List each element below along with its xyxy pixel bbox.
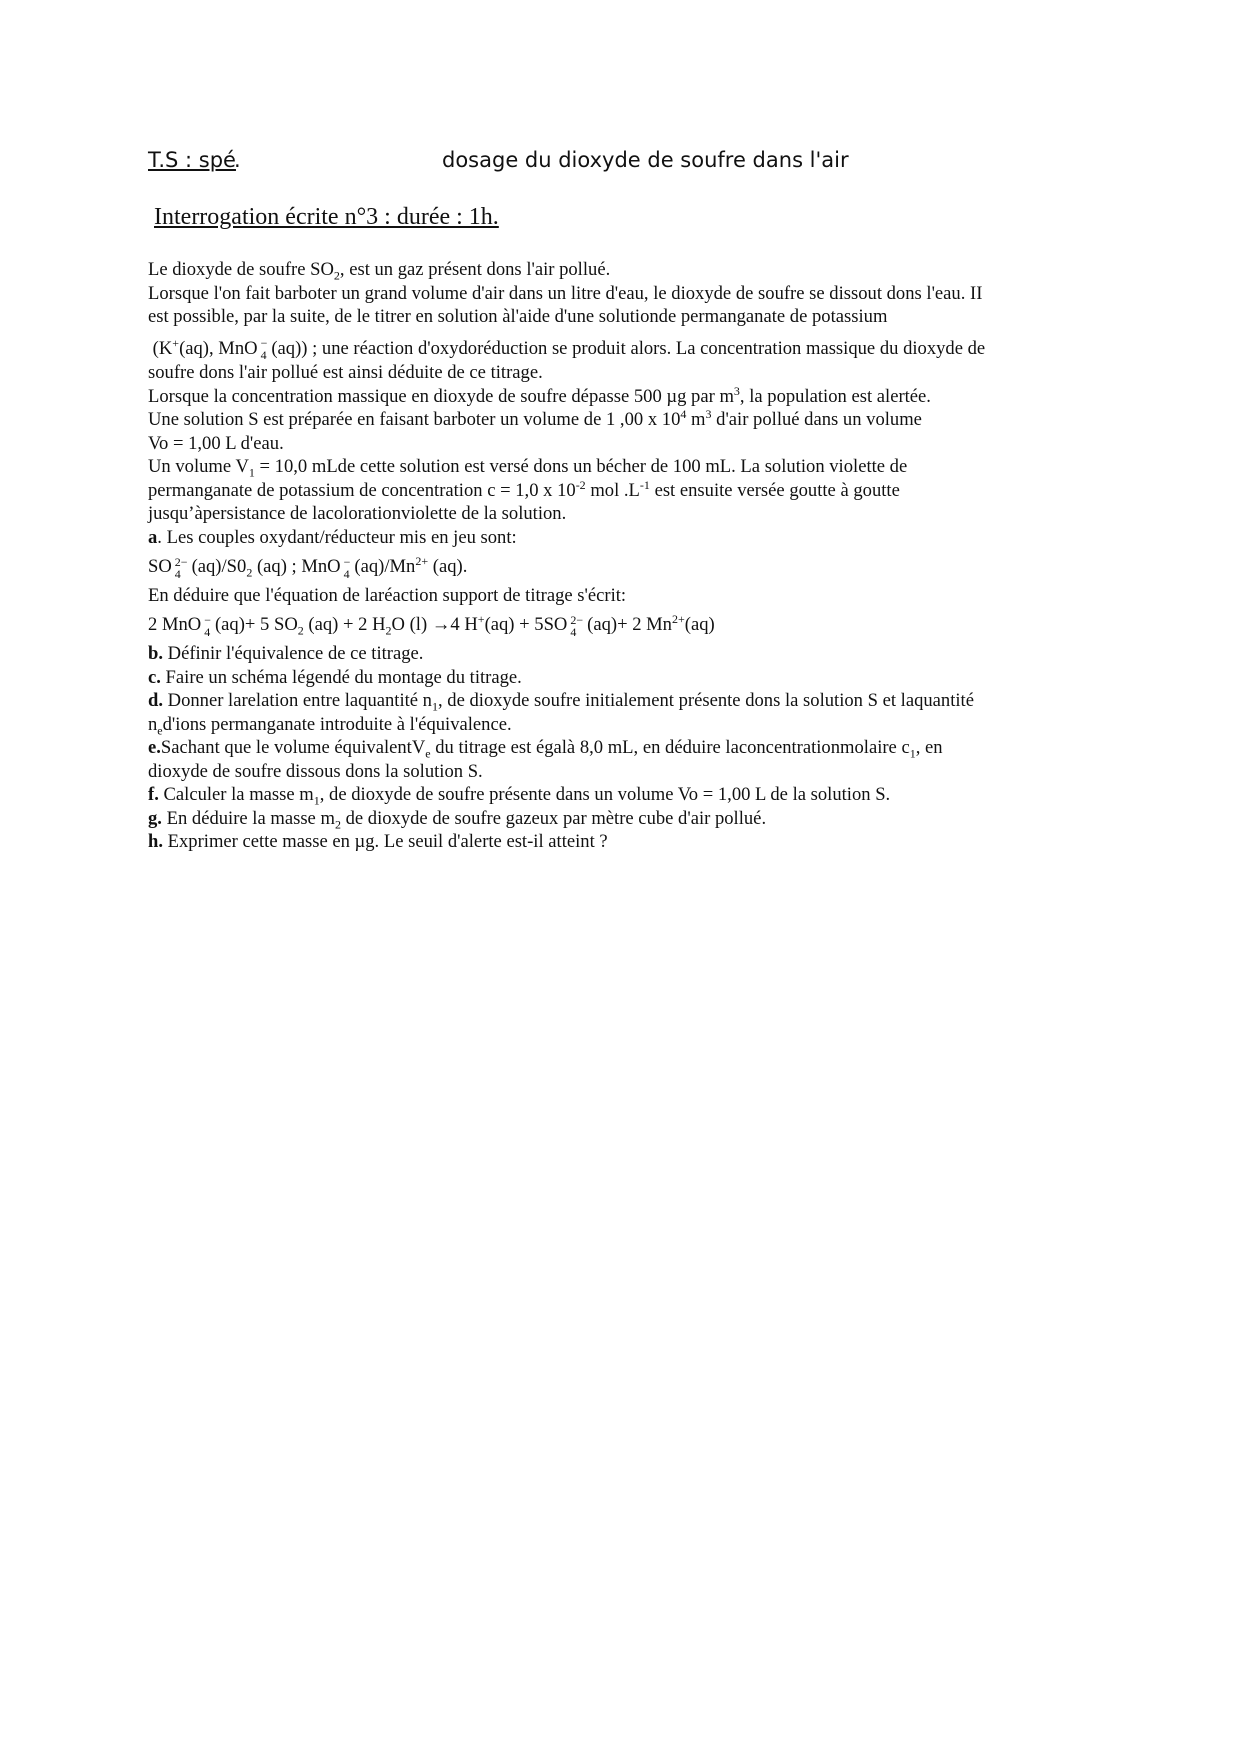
question-a: a. Les couples oxydant/réducteur mis en jeu sont: bbox=[148, 526, 517, 548]
paragraph-line: Le dioxyde de soufre $SO_2$, est un gaz présent dons l'air pollué. bbox=[148, 259, 611, 283]
paragraph-line: $n_ed'ions$ permanganate introduite à l'équivalence. bbox=[148, 713, 512, 738]
paragraph-line: Vo = 1,00 L d'eau. bbox=[148, 432, 284, 454]
ion-charge: − 4 bbox=[343, 554, 351, 581]
reaction-equation: 2 MnO − 4 (aq)+ 5 $SO_2$ (aq) + 2 $H_2O$ (l) →4 H+(aq) + 5SO 2− 4 (aq)+ 2 $Mn^{2+}(aq)$ bbox=[148, 612, 715, 640]
paragraph-line: Une solution S est préparée en faisant barboter un volume de 1 ,00 x $10^4$ $m^3$ d'air pollué dans un volume bbox=[148, 407, 922, 431]
question-c: c. Faire un schéma légendé du montage du titrage. bbox=[148, 666, 522, 688]
paragraph-line: Lorsque l'on fait barboter un grand volume d'air dans un litre d'eau, le dioxyde de soufre se dissout dons l'eau. II bbox=[148, 282, 983, 304]
question-f: f. Calculer la masse $m_1$, de dioxyde de soufre présente dans un volume Vo = 1,00 L de la solution S. bbox=[148, 784, 891, 808]
paragraph-line: Un volume $V_1 = 10,0$ mLde cette solution est versé dons un bécher de 100 mL. La solution violette de bbox=[148, 456, 908, 480]
class-level: T.S : spé bbox=[148, 148, 236, 172]
page-header bbox=[148, 148, 1128, 184]
question-d: d. Donner larelation entre laquantité $n_1$, de dioxyde soufre initialement présente dons la solution S et laquantité bbox=[148, 690, 974, 714]
question-b: b. Définir l'équivalence de ce titrage. bbox=[148, 643, 424, 665]
paragraph-line: dioxyde de soufre dissous dons la solution S. bbox=[148, 760, 483, 782]
ion-charge: − 4 bbox=[260, 336, 268, 363]
paragraph-line: permanganate de potassium de concentration c = 1,0 x $10^{-2}$ mol $.L^{-1}$ est ensuite versée goutte à goutte bbox=[148, 477, 900, 501]
paragraph-line: soufre dons l'air pollué est ainsi déduite de ce titrage. bbox=[148, 362, 543, 384]
question-e: e.Sachant que le volume équivalentV$_e$ du titrage est égalà 8,0 mL, en déduire laconcentrationmolaire $c_1$, en bbox=[148, 737, 943, 761]
paragraph-line: Lorsque la concentration massique en dioxyde de soufre dépasse 500 µg par $m^3$, la population est alertée. bbox=[148, 383, 931, 407]
exercise-body bbox=[148, 258, 1098, 854]
question-g: g. En déduire la masse $m_2$ de dioxyde de soufre gazeux par mètre cube d'air pollué. bbox=[148, 807, 767, 832]
paragraph-line: jusqu’àpersistance de lacolorationviolette de la solution. bbox=[148, 503, 567, 525]
ion-charge: − 4 bbox=[204, 613, 211, 640]
paragraph-line: En déduire que l'équation de laréaction support de titrage s'écrit: bbox=[148, 584, 627, 606]
document-title: dosage du dioxyde de soufre dans l'air bbox=[442, 148, 849, 172]
ion-charge: 2− 4 bbox=[174, 554, 188, 581]
ion-charge: 2− 4 bbox=[570, 613, 584, 640]
paragraph-line: (K+(aq), MnO − 4 (aq)) ; une réaction d'oxydoréduction se produit alors. La concentration massique du dioxyde de bbox=[152, 335, 986, 363]
question-h: h. Exprimer cette masse en µg. Le seuil d'alerte est-il atteint ? bbox=[148, 831, 608, 853]
exam-subtitle: Interrogation écrite n°3 : durée : 1h. bbox=[154, 204, 499, 230]
paragraph-line: est possible, par la suite, de le titrer en solution àl'aide d'une solutionde permanganate de potassium bbox=[148, 306, 888, 327]
redox-couples: SO 2− 4 $(aq)/S0_2$ (aq) ; MnO − 4 $(aq)/Mn^{2+}$ (aq). bbox=[148, 554, 468, 581]
header-dot: . bbox=[234, 148, 241, 172]
